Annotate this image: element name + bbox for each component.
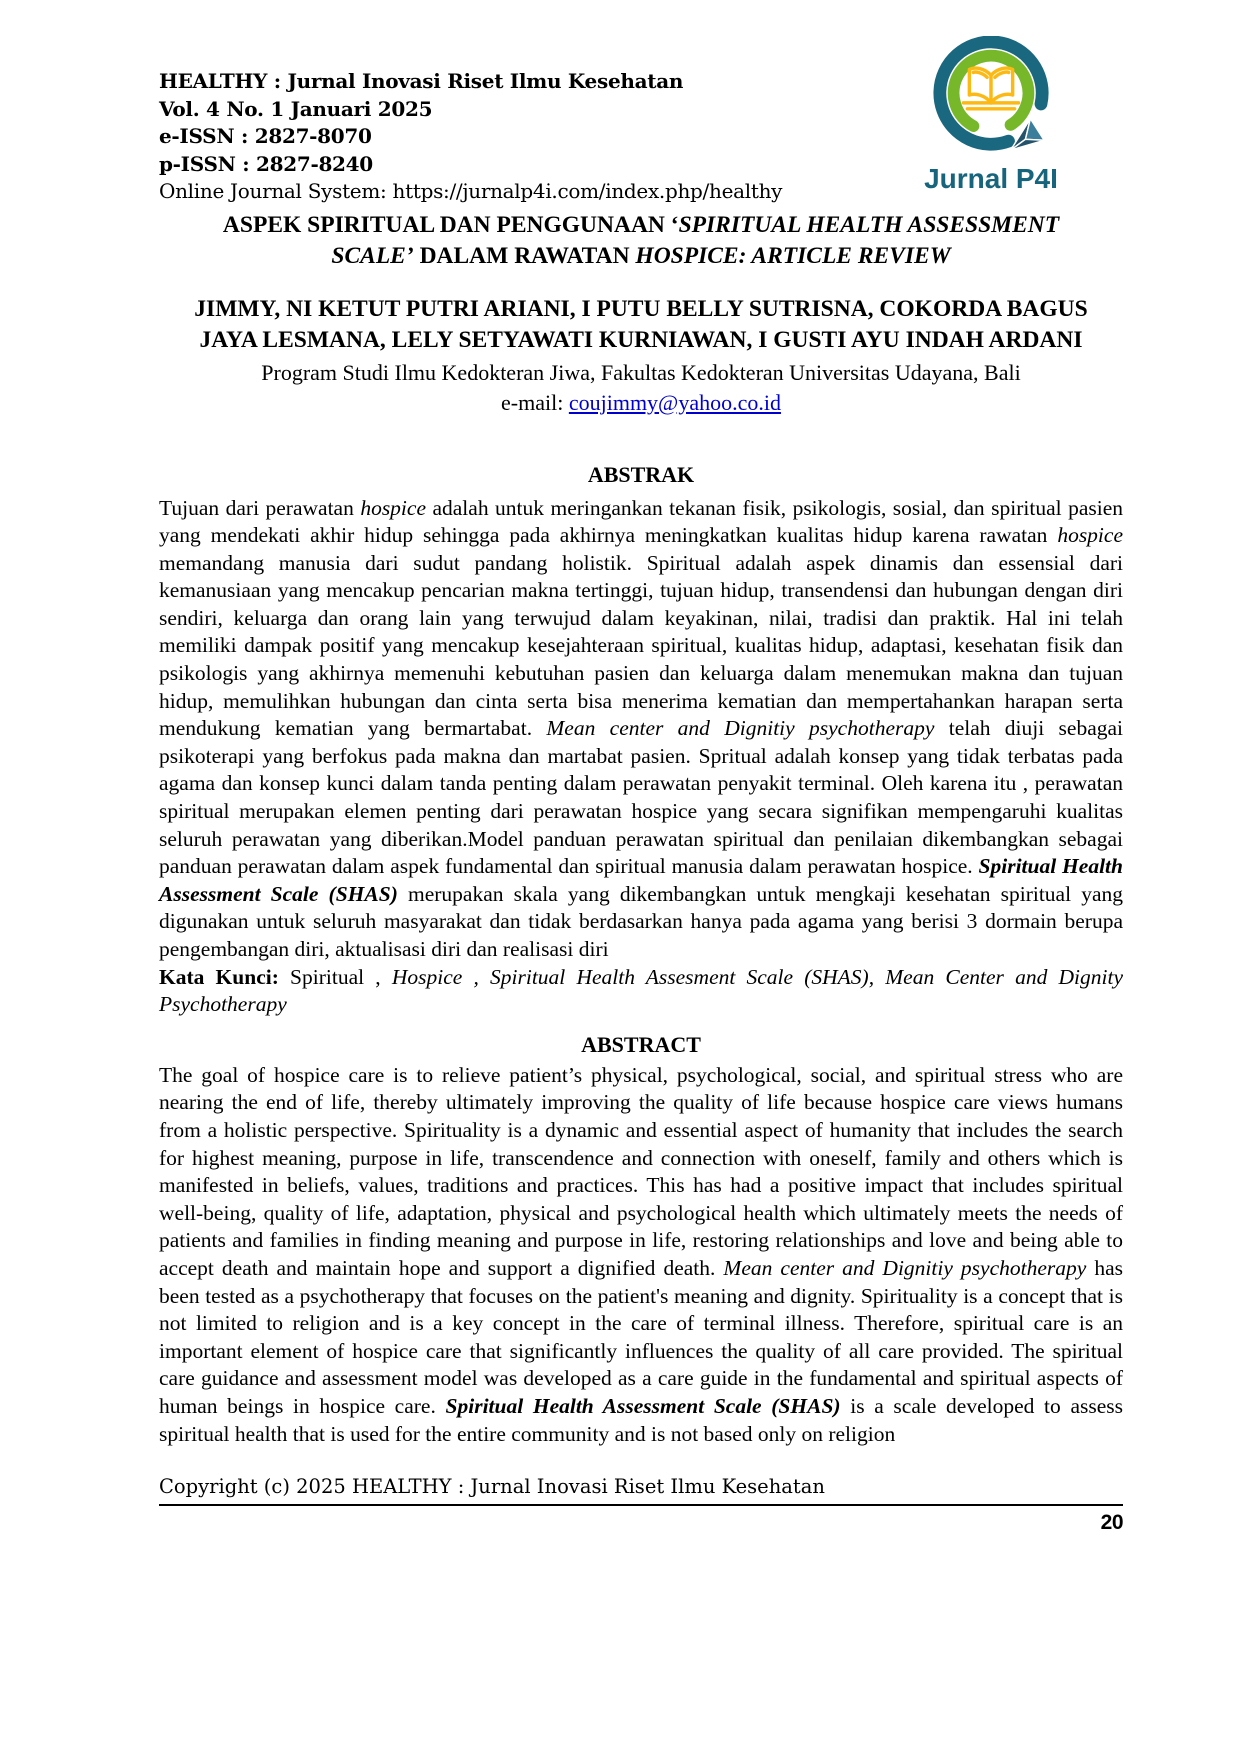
p-issn-line: p-ISSN : 2827-8240 [159, 151, 373, 176]
abstract-body: The goal of hospice care is to relieve patient’s physical, psychological, social, and spiritual stress who are nearing the end of life, thereby ultimately improving the quality of life because hospice care views humans from a holistic perspective. Spirituality is a dynamic and essential aspect of humanity that includes the search for highest meaning, purpose in life, transcendence and connection with oneself, family and others which is manifested in beliefs, values, traditions and practices. This has had a positive impact that includes spiritual well-being, quality of life, adaptation, physical and psychological health which ultimately meets the needs of patients and families in finding meaning and purpose in life, restoring relationships and love and being able to accept death and maintain hope and support a dignified death. Mean center and Dignitiy psychotherapy has been tested as a psychotherapy that focuses on the patient's meaning and dignity. Spirituality is a concept that is not limited to religion and is a key concept in the care of terminal illness. Therefore, spiritual care is an important element of hospice care that significantly influences the quality of all care provided. The spiritual care guidance and assessment model was developed as a care guide in the fundamental and spiritual aspects of human beings in hospice care. Spiritual Health Assessment Scale (SHAS) is a scale developed to assess spiritual health that is used for the entire community and is not based only on religion [159, 1062, 1123, 1446]
email-label: e-mail: [501, 389, 569, 415]
copyright-line: Copyright (c) 2025 HEALTHY : Jurnal Inovasi Riset Ilmu Kesehatan [159, 1474, 1123, 1506]
email-line [159, 389, 1123, 417]
logo-wordmark: Jurnal P4I [924, 163, 1058, 194]
authors: JIMMY, NI KETUT PUTRI ARIANI, I PUTU BELLY SUTRISNA, COKORDA BAGUS JAYA LESMANA, LELY SETYAWATI KURNIAWAN, I GUSTI AYU INDAH ARDANI [194, 295, 1088, 353]
journal-logo [913, 36, 1069, 195]
journal-title: HEALTHY : Jurnal Inovasi Riset Ilmu Kesehatan [159, 69, 684, 93]
abstrak-body: Tujuan dari perawatan hospice adalah untuk meringankan tekanan fisik, psikologis, sosial, dan spiritual pasien yang mendekati akhir hidup sehingga pada akhirnya meningkatkan kualitas hidup karena rawatan hospice memandang manusia dari sudut pandang holistik. Spiritual adalah aspek dinamis dan essensial dari kemanusiaan yang mencakup pencarian makna tertinggi, tujuan hidup, transendensi dan hubungan dengan diri sendiri, keluarga dan orang lain yang terwujud dalam keyakinan, nilai, tradisi dan praktik. Hal ini telah memiliki dampak positif yang mencakup kesejahteraan spiritual, kualitas hidup, adaptasi, kesehatan fisik dan psikologis yang akhirnya memenuhi kebutuhan pasien dan keluarga dalam menemukan makna dan tujuan hidup, memulihkan hubungan dan cinta serta bisa menerima kematian dan mempertahankan harapan serta mendukung kematian yang bermartabat. Mean center and Dignitiy psychotherapy telah diuji sebagai psikoterapi yang berfokus pada makna dan martabat pasien. Spritual adalah konsep yang tidak terbatas pada agama dan konsep kunci dalam tanda penting dalam perawatan penyakit terminal. Oleh karena itu , perawatan spiritual merupakan elemen penting dari perawatan hospice yang secara signifikan mempengaruhi kualitas seluruh perawatan yang diberikan.Model panduan perawatan spiritual dan penilaian dikembangkan sebagai panduan perawatan dalam aspek fundamental dan spiritual manusia dalam perawatan hospice. Spiritual Health Assessment Scale (SHAS) merupakan skala yang dikembangkan untuk mengkaji kesehatan spiritual yang digunakan untuk seluruh masyarakat dan tidak berdasarkan hanya pada agama yang berisi 3 dormain berupa pengembangan diri, aktualisasi diri dan realisasi diri [159, 495, 1124, 961]
email-link[interactable]: coujimmy@yahoo.co.id [568, 389, 781, 415]
article-title: ASPEK SPIRITUAL DAN PENGGUNAAN ‘SPIRITUAL HEALTH ASSESSMENT SCALE’ DALAM RAWATAN HOSPICE: ARTICLE REVIEW [222, 211, 1060, 269]
keywords-line: Kata Kunci: Spiritual , Hospice , Spiritual Health Assesment Scale (SHAS), Mean Center and Dignity Psychotherapy [159, 964, 1124, 1017]
open-book-icon [963, 68, 1018, 109]
affiliation: Program Studi Ilmu Kedokteran Jiwa, Fakultas Kedokteran Universitas Udayana, Bali [261, 359, 1021, 385]
online-system-url: https://jurnalp4i.com/index.php/healthy [392, 179, 783, 203]
abstrak-heading: ABSTRAK [587, 461, 695, 487]
book-arrow-logo-icon [929, 36, 1053, 158]
page-number: 20 [1100, 1511, 1123, 1535]
volume-line: Vol. 4 No. 1 Januari 2025 [159, 96, 433, 121]
abstract-heading: ABSTRACT [581, 1031, 701, 1057]
e-issn-line: e-ISSN : 2827-8070 [159, 124, 372, 148]
online-system-label: Online Journal System: [159, 179, 393, 203]
